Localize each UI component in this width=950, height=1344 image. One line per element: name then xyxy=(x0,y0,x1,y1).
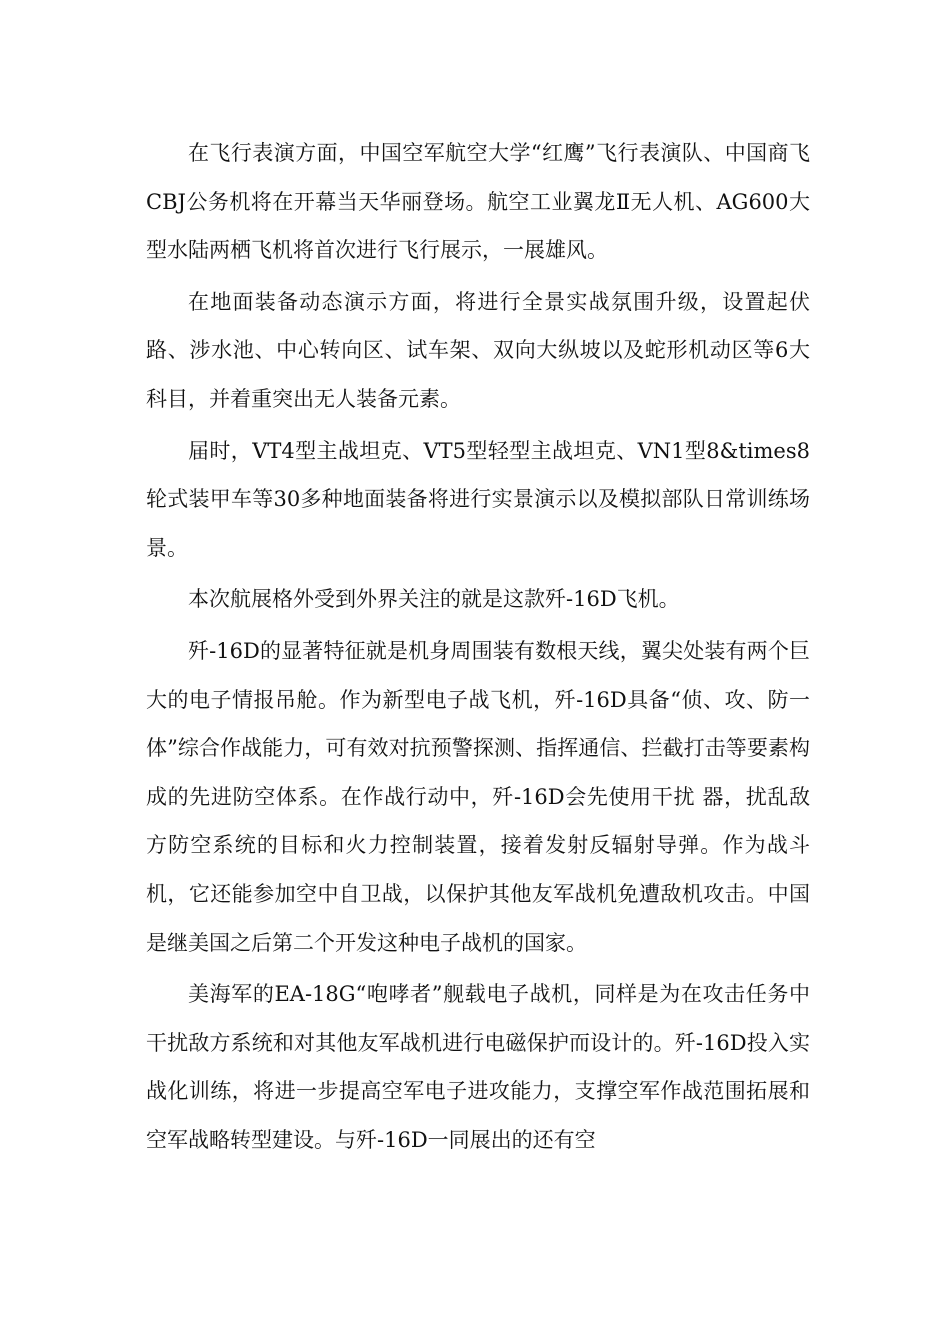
paragraph-ea18g-comparison: 美海军的EA-18G“咆哮者”舰载电子战机，同样是为在攻击任务中干扰敌方系统和对其他友军战机进行电磁保护而设计的。歼-16D投入实战化训练，将进一步提高空军电子进攻能力，支撑空军作战范围拓展和空军战略转型建设。与歼-16D一同展出的还有空 xyxy=(146,982,810,1152)
paragraph-ground-equipment: 届时，VT4型主战坦克、VT5型轻型主战坦克、VN1型8&times8轮式装甲车等30多种地面装备将进行实景演示以及模拟部队日常训练场景。 xyxy=(146,438,810,560)
paragraph-j16d-intro: 本次航展格外受到外界关注的就是这款歼-16D飞机。 xyxy=(188,587,680,612)
article-body xyxy=(146,129,810,1167)
paragraph-ground-demo: 在地面装备动态演示方面，将进行全景实战氛围升级，设置起伏路、涉水池、中心转向区、试车架、双向大纵坡以及蛇形机动区等6大科目，并着重突出无人装备元素。 xyxy=(146,289,810,411)
paragraph-j16d-features: 歼-16D的显著特征就是机身周围装有数根天线，翼尖处装有两个巨大的电子情报吊舱。作为新型电子战飞机，歼-16D具备“侦、攻、防一体”综合作战能力，可有效对抗预警探测、指挥通信、拦截打击等要素构成的先进防空体系。在作战行动中，歼-16D会先使用干扰 器，扰乱敌方防空系统的目标和火力控制装置，接着发射反辐射导弹。作为战斗机，它还能参加空中自卫战，以保护其他友军战机免遭敌机攻击。中国是继美国之后第二个开发这种电子战机的国家。 xyxy=(146,638,810,955)
paragraph-flight-show: 在飞行表演方面，中国空军航空大学“红鹰”飞行表演队、中国商飞CBJ公务机将在开幕当天华丽登场。航空工业翼龙Ⅱ无人机、AG600大型水陆两栖飞机将首次进行飞行展示，一展雄风。 xyxy=(146,141,810,263)
